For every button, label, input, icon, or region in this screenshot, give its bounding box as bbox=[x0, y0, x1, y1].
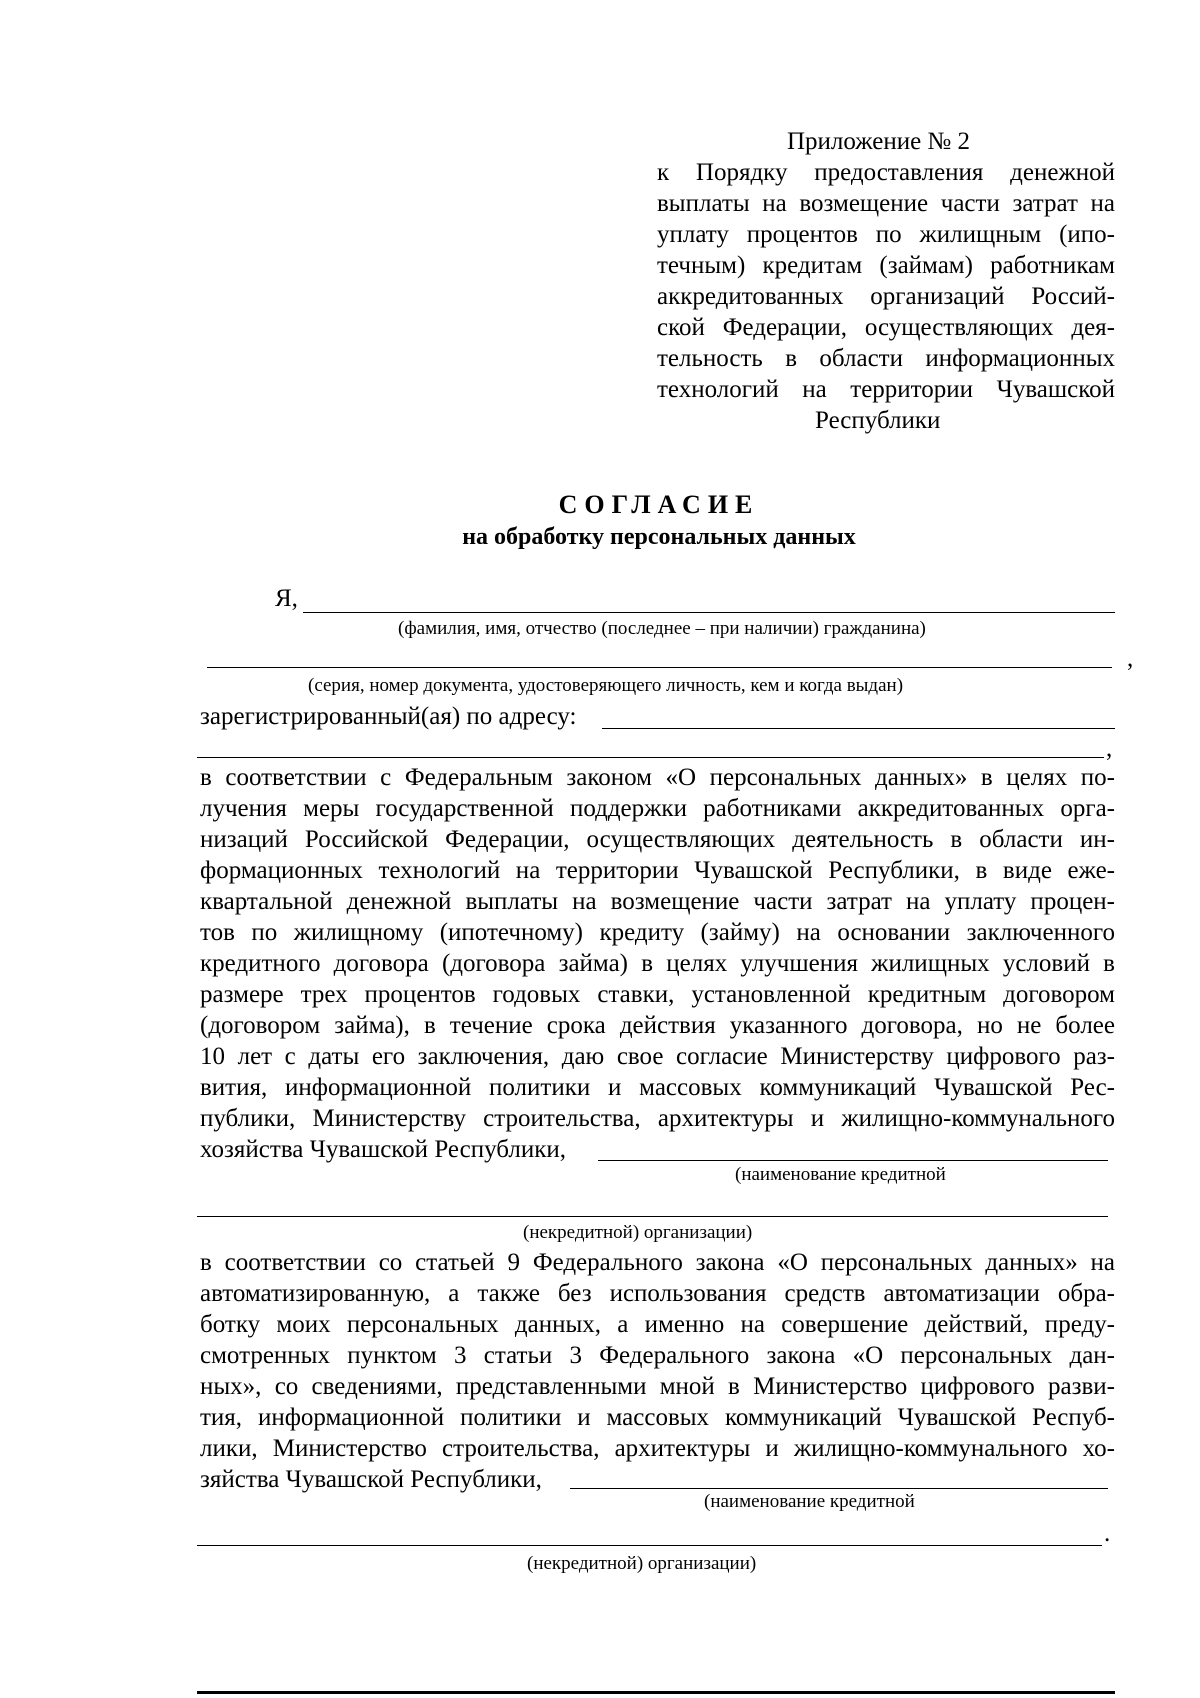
paragraph-line: ных», со сведениями, представленными мной в Министерство цифрового разви- bbox=[200, 1373, 1115, 1400]
page-bottom-rule bbox=[197, 1691, 1115, 1694]
paragraph-line: смотренных пунктом 3 статьи 3 Федерального закона «О персональных дан- bbox=[200, 1342, 1115, 1369]
paragraph-line: тия, информационной политики и массовых коммуникаций Чувашской Респуб- bbox=[200, 1404, 1115, 1431]
paragraph-line: лучения меры государственной поддержки работниками аккредитованных орга- bbox=[200, 795, 1115, 822]
organization-field-1-continued[interactable] bbox=[197, 1216, 1108, 1217]
address-field[interactable] bbox=[602, 728, 1115, 729]
paragraph-line: размере трех процентов годовых ставки, установленной кредитным договором bbox=[200, 981, 1115, 1008]
appendix-line: технологий на территории Чувашской bbox=[657, 376, 1115, 403]
organization-caption: (наименование кредитной bbox=[704, 1491, 915, 1512]
i-label: Я, bbox=[275, 585, 298, 612]
period: . bbox=[1104, 1520, 1111, 1547]
address-label: зарегистрированный(ая) по адресу: bbox=[200, 703, 577, 730]
appendix-text bbox=[657, 157, 1115, 405]
paragraph-line: формационных технологий на территории Чувашской Республики, в виде еже- bbox=[200, 857, 1115, 884]
paragraph-line: в соответствии со статьей 9 Федерального закона «О персональных данных» на bbox=[200, 1249, 1115, 1276]
comma: , bbox=[1106, 735, 1113, 762]
paragraph-line: в соответствии с Федеральным законом «О персональных данных» в целях по- bbox=[200, 764, 1115, 791]
document-subtitle: на обработку персональных данных bbox=[462, 524, 856, 550]
fio-field[interactable] bbox=[303, 612, 1115, 613]
paragraph-line: хозяйства Чувашской Республики, bbox=[200, 1136, 566, 1163]
appendix-tail: Республики bbox=[815, 407, 941, 434]
paragraph-line: квартальной денежной выплаты на возмещение части затрат на уплату процен- bbox=[200, 888, 1115, 915]
paragraph-line: автоматизированную, а также без использования средств автоматизации обра- bbox=[200, 1280, 1115, 1307]
consent-paragraph-2 bbox=[200, 1247, 1115, 1495]
comma: , bbox=[1127, 645, 1134, 672]
appendix-line: тельность в области информационных bbox=[657, 345, 1115, 372]
paragraph-line: (договором займа), в течение срока действия указанного договора, но не более bbox=[200, 1012, 1115, 1039]
fio-caption: (фамилия, имя, отчество (последнее – при наличии) гражданина) bbox=[398, 618, 926, 639]
document-caption: (серия, номер документа, удостоверяющего личность, кем и когда выдан) bbox=[308, 675, 904, 696]
appendix-line: к Порядку предоставления денежной bbox=[657, 159, 1115, 186]
appendix-heading: Приложение № 2 bbox=[787, 128, 971, 155]
paragraph-line: низаций Российской Федерации, осуществляющих деятельность в области ин- bbox=[200, 826, 1115, 853]
paragraph-line: тов по жилищному (ипотечному) кредиту (займу) на основании заключенного bbox=[200, 919, 1115, 946]
appendix-line: выплаты на возмещение части затрат на bbox=[657, 190, 1115, 217]
paragraph-line: 10 лет с даты его заключения, даю свое согласие Министерству цифрового раз- bbox=[200, 1043, 1115, 1070]
appendix-line: течным) кредитам (займам) работникам bbox=[657, 252, 1115, 279]
appendix-line: аккредитованных организаций Россий- bbox=[657, 283, 1115, 310]
document-title: СОГЛАСИЕ bbox=[558, 490, 760, 519]
organization-field-2[interactable] bbox=[570, 1488, 1108, 1489]
organization-caption: (некредитной) организации) bbox=[523, 1222, 753, 1243]
paragraph-line: зяйства Чувашской Республики, bbox=[200, 1466, 542, 1493]
document-field[interactable] bbox=[207, 667, 1112, 668]
paragraph-line: кредитного договора (договора займа) в целях улучшения жилищных условий в bbox=[200, 950, 1115, 977]
consent-paragraph-1 bbox=[200, 762, 1115, 1165]
paragraph-line: публики, Министерству строительства, архитектуры и жилищно-коммунального bbox=[200, 1105, 1115, 1132]
appendix-line: уплату процентов по жилищным (ипо- bbox=[657, 221, 1115, 248]
paragraph-line: лики, Министерство строительства, архитектуры и жилищно-коммунального хо- bbox=[200, 1435, 1115, 1462]
appendix-line: ской Федерации, осуществляющих дея- bbox=[657, 314, 1115, 341]
organization-caption: (некредитной) организации) bbox=[527, 1553, 757, 1574]
organization-field-1[interactable] bbox=[598, 1160, 1108, 1161]
paragraph-line: вития, информационной политики и массовых коммуникаций Чувашской Рес- bbox=[200, 1074, 1115, 1101]
organization-caption: (наименование кредитной bbox=[735, 1164, 946, 1185]
paragraph-line: ботку моих персональных данных, а именно на совершение действий, преду- bbox=[200, 1311, 1115, 1338]
organization-field-2-continued[interactable] bbox=[197, 1545, 1102, 1546]
address-field-continued[interactable] bbox=[197, 757, 1104, 758]
